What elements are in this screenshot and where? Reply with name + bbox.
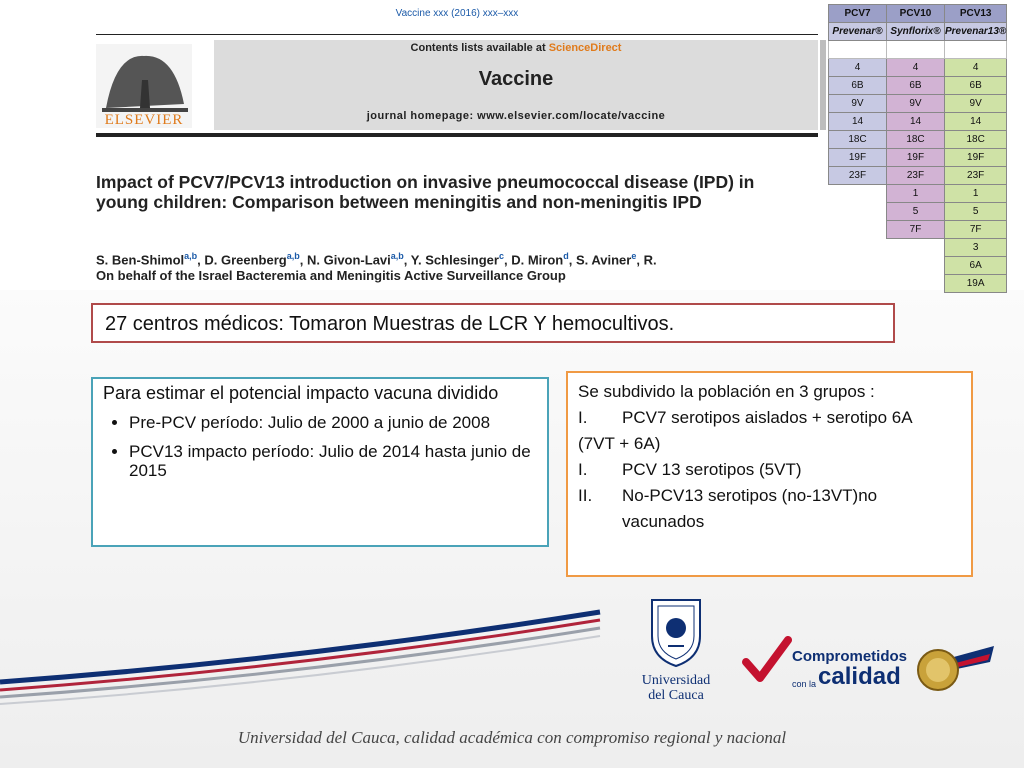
serotype-row — [829, 257, 1007, 275]
estimar-lead: Para estimar el potencial impacto vacuna dividido — [103, 383, 499, 403]
serotype-cell: 19F — [887, 149, 945, 167]
item-number: I. — [578, 460, 588, 479]
university-name-line1: Universidad — [641, 673, 711, 688]
serotype-cell: 18C — [829, 131, 887, 149]
serotype-cell: 1 — [887, 185, 945, 203]
con-la-text: con la — [792, 679, 817, 689]
journal-banner — [214, 40, 818, 130]
sciencedirect-link[interactable]: ScienceDirect — [548, 42, 622, 54]
item-text: PCV 13 serotipos (5VT) — [622, 460, 802, 479]
serotype-cell — [829, 257, 887, 275]
author-3-affiliation: a,b — [390, 251, 404, 261]
periodo-list — [103, 413, 537, 480]
serotype-cell: 14 — [887, 113, 945, 131]
elsevier-wordmark: ELSEVIER — [104, 112, 184, 128]
serotype-cell: 23F — [945, 167, 1007, 185]
author-1: S. Ben-Shimol — [96, 252, 185, 268]
serotype-cell: 4 — [887, 59, 945, 77]
item-text: PCV7 serotipos aislados + serotipo 6A — [622, 408, 913, 427]
serotype-cell: 18C — [887, 131, 945, 149]
author-6: S. Aviner — [575, 252, 632, 268]
paper-authors — [96, 248, 856, 284]
serotype-cell: 23F — [887, 167, 945, 185]
serotype-row — [829, 77, 1007, 95]
journal-name: Vaccine — [478, 68, 554, 90]
list-item — [578, 457, 961, 483]
universidad-cauca-logo — [632, 596, 720, 708]
serotype-cell: 7F — [945, 221, 1007, 239]
paper-title: Impact of PCV7/PCV13 introduction on invasive pneumococcal disease (IPD) in young children: Comparison between meningitis and non-meningitis IPD — [96, 172, 755, 212]
serotype-cell: 6B — [945, 77, 1007, 95]
list-item: • Pre-PCV período: Julio de 2000 a junio de 2008 — [129, 413, 537, 432]
list-item: • PCV13 impacto período: Julio de 2014 hasta junio de 2015 — [129, 442, 537, 480]
item-number: II. — [578, 486, 593, 505]
university-seal-icon — [646, 596, 706, 668]
serotype-brand-row — [829, 23, 1007, 41]
serotype-cell: 1 — [945, 185, 1007, 203]
item-number: I. — [578, 408, 588, 427]
serotype-row — [829, 113, 1007, 131]
header-rule-top — [96, 34, 818, 35]
author-group: On behalf of the Israel Bacteremia and Meningitis Active Surveillance Group — [96, 268, 566, 284]
serotype-cell: 6A — [945, 257, 1007, 275]
serotype-row — [829, 275, 1007, 293]
serotype-cell: 5 — [887, 203, 945, 221]
contents-label: Contents lists available at — [410, 42, 546, 54]
serotype-cell — [887, 239, 945, 257]
serotype-cell — [887, 275, 945, 293]
serotype-cell: 5 — [945, 203, 1007, 221]
author-4: Y. Schlesinger — [410, 252, 499, 268]
author-separator: , — [403, 252, 411, 268]
journal-homepage: journal homepage: www.elsevier.com/locate/vaccine — [366, 110, 666, 122]
journal-citation: Vaccine xxx (2016) xxx–xxx — [395, 8, 519, 19]
footer-tagline: Universidad del Cauca, calidad académica con compromiso regional y nacional — [237, 728, 787, 747]
serotype-cell — [829, 275, 887, 293]
serotype-row — [829, 221, 1007, 239]
serotype-cell — [829, 185, 887, 203]
serotype-cell: 7F — [887, 221, 945, 239]
serotype-cell: 14 — [945, 113, 1007, 131]
author-separator: , — [197, 252, 205, 268]
serotype-row — [829, 131, 1007, 149]
author-4-affiliation: c — [498, 251, 504, 261]
header-pcv10: PCV10 — [887, 5, 945, 23]
serotype-cell — [887, 257, 945, 275]
medal-icon — [910, 640, 994, 696]
serotype-cell: 9V — [945, 95, 1007, 113]
serotype-cell: 14 — [829, 113, 887, 131]
serotype-row — [829, 149, 1007, 167]
serotype-cell: 18C — [945, 131, 1007, 149]
serotype-row — [829, 203, 1007, 221]
decorative-stripes — [0, 600, 620, 710]
author-separator: , — [299, 252, 307, 268]
serotype-row — [829, 59, 1007, 77]
author-list — [96, 248, 856, 268]
author-5: D. Miron — [511, 252, 564, 268]
brand-prevenar13: Prevenar13® — [945, 23, 1007, 41]
serotype-cell: 9V — [887, 95, 945, 113]
author-2: D. Greenberg — [204, 252, 287, 268]
author-separator: , — [568, 252, 576, 268]
grupos-note: (7VT + 6A) — [578, 434, 661, 453]
serotype-cell: 6B — [887, 77, 945, 95]
list-item — [578, 405, 961, 431]
serotype-table — [828, 4, 1007, 293]
serotype-cell: 9V — [829, 95, 887, 113]
serotype-cell: 3 — [945, 239, 1007, 257]
author-1-affiliation: a,b — [184, 251, 198, 261]
serotype-cell: 19F — [945, 149, 1007, 167]
author-3: N. Givon-Lavi — [306, 252, 391, 268]
item-text: No-PCV13 serotipos (no-13VT)no vacunados — [622, 486, 878, 531]
header-rule-thick — [96, 133, 818, 137]
author-separator: , R. — [636, 252, 657, 268]
serotype-row — [829, 239, 1007, 257]
serotype-cell: 19A — [945, 275, 1007, 293]
serotype-cell: 6B — [829, 77, 887, 95]
serotype-cell: 4 — [829, 59, 887, 77]
serotype-body — [829, 59, 1007, 293]
author-6-affiliation: e — [631, 251, 637, 261]
serotype-cell: 19F — [829, 149, 887, 167]
journal-cover-thumbnail — [820, 40, 826, 130]
university-name-line2: del Cauca — [648, 688, 704, 703]
check-icon — [742, 636, 792, 682]
list-item — [578, 483, 961, 535]
author-5-affiliation: d — [563, 251, 569, 261]
serotype-cell — [829, 239, 887, 257]
brand-synflorix: Synflorix® — [887, 23, 945, 41]
serotype-cell: 4 — [945, 59, 1007, 77]
author-2-affiliation: a,b — [286, 251, 300, 261]
serotype-header-row — [829, 5, 1007, 23]
contents-line — [214, 42, 818, 54]
centros-medicos-box: 27 centros médicos: Tomaron Muestras de LCR Y hemocultivos. — [91, 303, 895, 343]
serotype-spacer-row — [829, 41, 1007, 59]
serotype-row — [829, 95, 1007, 113]
grupos-box — [566, 371, 973, 577]
serotype-row — [829, 185, 1007, 203]
serotype-cell — [829, 203, 887, 221]
grupos-intro: Se subdivido la población en 3 grupos : — [578, 382, 875, 401]
header-pcv13: PCV13 — [945, 5, 1007, 23]
serotype-row — [829, 167, 1007, 185]
serotype-cell — [829, 221, 887, 239]
comprometidos-calidad-logo — [792, 648, 912, 689]
header-pcv7: PCV7 — [829, 5, 887, 23]
periodo-estudio-box — [91, 377, 549, 547]
author-separator: , — [503, 252, 512, 268]
brand-prevenar: Prevenar® — [829, 23, 887, 41]
serotype-cell: 23F — [829, 167, 887, 185]
comprometidos-text: Comprometidos — [792, 648, 908, 665]
calidad-text: calidad — [818, 663, 901, 690]
